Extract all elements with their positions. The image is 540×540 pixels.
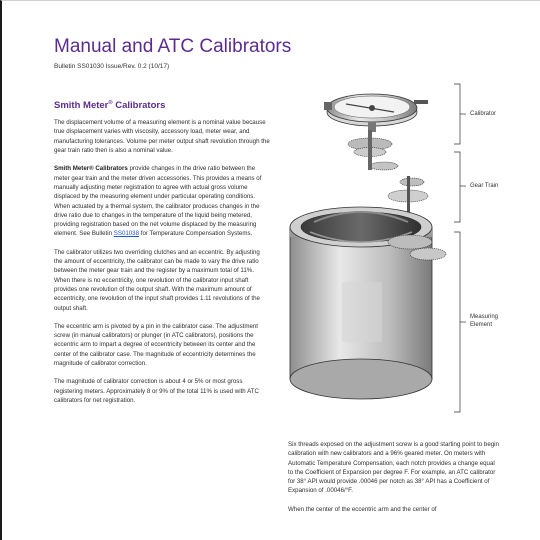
page-title: Manual and ATC Calibrators [54, 36, 292, 57]
label-brackets [454, 84, 466, 412]
calibrator-disc [324, 94, 428, 132]
section-heading-main: Smith Meter [54, 100, 109, 112]
paragraph-magnitude: The magnitude of calibrator correction is about 4 or 5% or most gross registering meters. Approximately 8 or 9% of the total 11% is used with ATC calibrators for net registration. [54, 378, 259, 404]
paragraph-eccentric-arm: The eccentric arm is pivoted by a pin in the calibrator case. The adjustment screw (in manual calibrators) or plunger (in ATC calibrators), positions the eccentric arm to impart a degree of eccentricity between its center and the center of the calibrator case. The magnitude of eccentricity determines the magnitude of calibrator correction. [54, 322, 258, 367]
bulletin-number: Bulletin SS01030 Issue/Rev. 0.2 (10/17) [54, 63, 170, 70]
label-gear-train: Gear Train [470, 183, 499, 189]
registered-mark: ® [108, 100, 113, 106]
paragraph-displacement: The displacement volume of a measuring element is a nominal value because true displacement varies with viscosity, accessory load, meter wear, and manufacturing tolerances. Volume per meter output shaft revolution through the gear train ratio then is also a nominal value. [54, 119, 270, 155]
calibrators-bold: Smith Meter® Calibrators [54, 165, 128, 173]
section-heading [54, 100, 270, 111]
left-column [54, 100, 270, 414]
calibrators-text-b: for Temperature Compensation Systems. [139, 230, 253, 238]
section-heading-rest: Calibrators [112, 100, 166, 112]
label-measuring: Measuring [470, 314, 499, 320]
label-calibrator: Calibrator [470, 111, 497, 117]
calibrators-text-a: provide changes in the drive ratio between the meter gear train and the meter driven accessories. This provides a means of manually adjusting meter registration to agree with actual gross volume displaced by the measuring element under particular operating conditions. When actuated by a thermal system, the calibrator produces changes in the drive ratio due to changes in the temperature of the liquid being metered, providing registration based on the net volume displaced by the measuring element. See Bulletin [54, 165, 262, 238]
calibrator-assembly-figure [284, 82, 524, 422]
bulletin-link[interactable]: SS01038 [113, 230, 140, 238]
paragraph-threads: Six threads exposed on the adjustment screw is a good starting point to begin calibration with new calibrators and a 96% geared meter. On meters with Automatic Temperature Compensation, each notch provides a change equal to the Coefficient of Expansion per degree F. For example, an ATC calibrator for 38° API would provide .00046 per notch as 38° API has a Coefficient of Expansion of .00046/°F. [288, 441, 499, 495]
assembly-illustration [284, 82, 524, 422]
paragraph-calibrators [54, 164, 270, 238]
paragraph-center: When the center of the eccentric arm and the center of [288, 505, 437, 513]
measuring-element [290, 207, 446, 399]
paragraph-clutches: The calibrator utilizes two overriding clutches and an eccentric. By adjusting the amount of eccentricity, the calibrator can be made to vary the drive ratio between the meter gear train and the register by a maximum total of 11%. When there is no eccentricity, one revolution of the calibrator input shaft provides one revolution of the output shaft. With the maximum amount of eccentricity, one revolution of the input shaft provides 1.11 revolutions of the output shaft. [54, 248, 260, 312]
right-column [288, 440, 500, 523]
label-element: Element [470, 322, 493, 328]
